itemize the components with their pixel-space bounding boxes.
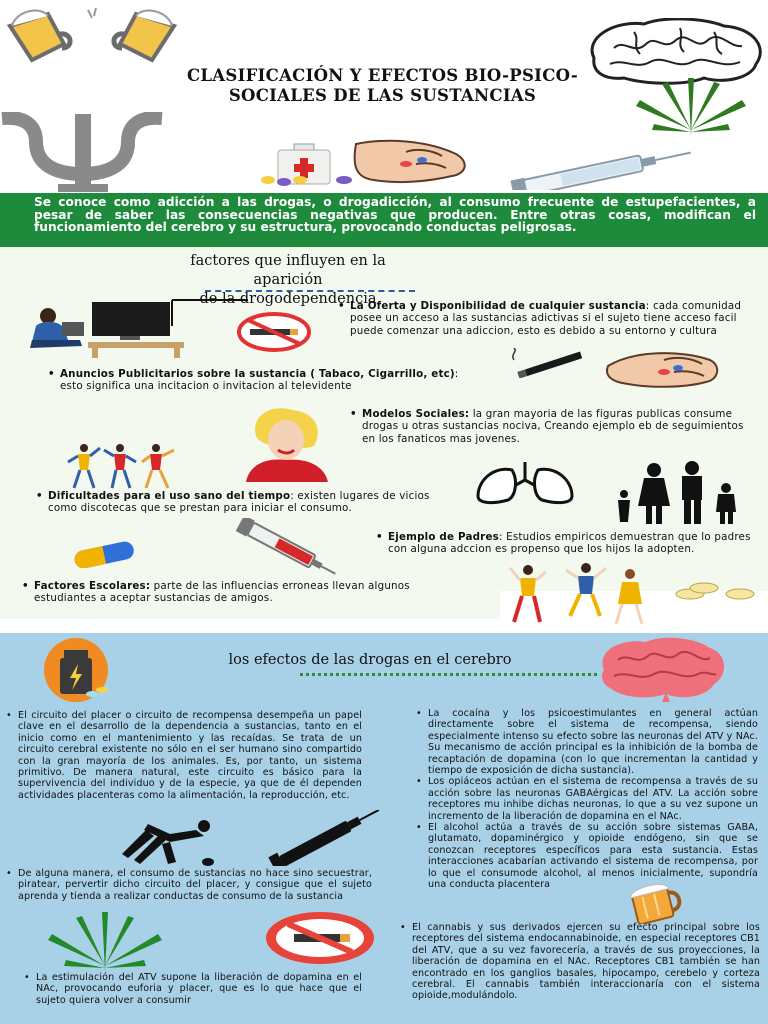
capsule-icon <box>70 540 138 568</box>
factor-item-anuncios <box>60 368 476 393</box>
pills-hand-icon <box>256 134 476 190</box>
effects-right-4 <box>404 922 760 1002</box>
factor-text-escolares: parte de las influencias erroneas llevan algunos estudiantes a aceptar sustancias de amigos. <box>34 580 410 605</box>
factor-item-modelos <box>362 408 752 445</box>
factor-item-padres <box>388 531 768 556</box>
factor-item-escolares <box>34 580 440 605</box>
syringe-icon-3 <box>262 810 390 866</box>
intro-text: Se conoce como adicción a las drogas, o drogadicción, al consumo frecuente de estupefacientes, a pesar de saber las consecuencias negativas que producen. Entre otras cosas, modifican el funcionamiento del cerebro y su estructura, provocando conductas peligrosas. <box>34 195 756 235</box>
effects-right-3-text: • El alcohol actúa a través de su acción sobre sistemas GABA, glutamato, dopaminérgico y opioide endógeno, sin que se conozcan receptores específicos para esta sustancia. Estas interacciones acabarían activando el sistema de recompensa, por lo que el consumode alcohol, al menos inicialmente, supondría una conducta placentera <box>420 822 758 890</box>
factor-text-modelos: la gran mayoria de las figuras publicas consume drogas u otras sustancias nociva, Creando ejemplo eb de seguimientos en los fanaticos mas jovenes. <box>362 408 744 445</box>
dotted-divider <box>300 673 597 676</box>
factor-text-oferta: : cada comunidad posee un acceso a las sustancias adictivas si el sujeto tiene acceso facil puede comenzar una adiccion, esto es debido a su entorno y cultura <box>350 300 742 337</box>
factor-item-oferta <box>350 300 766 337</box>
effects-left-3 <box>28 972 362 1006</box>
factor-text-anuncios: : esto significa una incitacion o invitacion al televidente <box>60 368 459 393</box>
beer-toast-icon <box>2 4 182 64</box>
factors-heading-line2: de la drogodependencia <box>199 291 377 307</box>
lungs-icon <box>474 460 576 506</box>
page-title: CLASIFICACIÓN Y EFECTOS BIO-PSICO-SOCIALES DE LAS SUSTANCIAS <box>186 66 579 105</box>
energy-jar-icon <box>42 638 114 704</box>
effects-left-3-text: • La estimulación del ATV supone la liberación de dopamina en el NAc, provocando euforia y placer, que es lo que hace que el sujeto quiera volver a consumir <box>28 972 362 1006</box>
person-computer-icon <box>22 296 252 358</box>
factor-label-tiempo: Dificultades para el uso sano del tiempo <box>48 490 291 502</box>
psi-symbol-icon <box>0 112 165 194</box>
factors-heading-line1: factores que influyen en la aparición <box>190 253 386 288</box>
cigarette-icon <box>508 348 588 378</box>
cannabis-leaf-icon-2 <box>44 910 166 974</box>
effects-left-1-text: • El circuito del placer o circuito de recompensa desempeña un papel clave en el desarrollo de la dependencia a sustancias, tanto en el inicio como en el mantenimiento y las recaídas. Se trata de un circuito cerebral existente no sólo en el ser humano sino compartido con la gran mayoría de los animales. Es, por tanto, un sistema primitivo. De manera natural, este circuito es básico para la supervivencia del individuo y de la especie, ya que de él dependen actividades placenteras como la alimentación, la reproducción, etc. <box>10 710 362 801</box>
effects-left-2 <box>10 868 372 902</box>
factor-label-anuncios: Anuncios Publicitarios sobre la sustancia ( Tabaco, Cigarrillo, etc) <box>60 368 455 380</box>
no-smoking-icon <box>236 312 312 352</box>
party-people-icon <box>506 560 656 628</box>
effects-heading: los efectos de las drogas en el cerebro <box>228 652 512 668</box>
factor-label-oferta: La Oferta y Disponibilidad de cualquier sustancia <box>350 300 646 312</box>
effects-left-2-text: • De alguna manera, el consumo de sustancias no hace sino secuestrar, piratear, pervertir dicho circuito del placer, y consigue que el sujeto aprenda y tienda a realizar conductas de consumo de la sustancia <box>10 868 372 902</box>
factor-label-escolares: Factores Escolares: <box>34 580 151 592</box>
factor-label-modelos: Modelos Sociales: <box>362 408 470 420</box>
beer-mug-icon <box>620 880 692 924</box>
effects-right-1-text: • La cocaína y los psicoestimulantes en general actúan directamente sobre el sistema de recompensa, siendo especialmente intenso su efecto sobre las neuronas del ATV y NAc. Su mecanismo de acción principal es la inhibición de la bomba de recaptación de dopamina (con lo que incrementan la cantidad y tiempo de exposición de dicha sustancia). <box>420 708 758 776</box>
family-silhouette-icon <box>610 460 744 524</box>
fallen-person-icon <box>118 818 216 868</box>
coins-pills-icon <box>674 580 758 604</box>
dashed-divider <box>205 290 415 292</box>
effects-left-1 <box>10 710 362 801</box>
syringe-icon <box>504 148 694 190</box>
effects-right-2-text: • Los opiáceos actúan en el sistema de recompensa a través de su acción sobre las neuronas GABAérgicas del ATV. La acción sobre receptores mu inhibe dichas neuronas, lo que a su vez supone un incremento de la liberación de dopamina en el NAc. <box>420 776 758 822</box>
effects-right-4-text: • El cannabis y sus derivados ejercen su efecto principal sobre los receptores del sistema endocannabinoide, en especial receptores CB1 del ATV, que a su vez favorecería, a través de sus proyecciones, la liberación de dopamina en el NAc. Receptores CB1 también se han encontrado en los ganglios basales, hipocampo, cerebelo y corteza cerebral. El cannabis también interaccionaría con el sistema opioide,modulándolo. <box>404 922 760 1002</box>
factor-item-tiempo <box>48 490 450 515</box>
dancers-icon <box>64 442 178 492</box>
factor-label-padres: Ejemplo de Padres <box>388 531 499 543</box>
factor-text-tiempo: : existen lugares de vicios como discotecas que se prestan para iniciar el consumo. <box>48 490 430 515</box>
cannabis-leaf-icon <box>632 74 750 140</box>
brain-icon-2 <box>596 636 728 702</box>
no-smoking-icon-2 <box>264 910 376 966</box>
marilyn-portrait-icon <box>240 406 332 482</box>
effects-right-block <box>420 708 758 891</box>
intro-banner <box>0 193 768 247</box>
factor-text-padres: : Estudios empiricos demuestran que lo padres con alguna adccion es propenso que los hijos la adopten. <box>388 531 751 556</box>
pills-hand-icon-2 <box>604 344 722 394</box>
syringe-icon-2 <box>228 518 342 576</box>
